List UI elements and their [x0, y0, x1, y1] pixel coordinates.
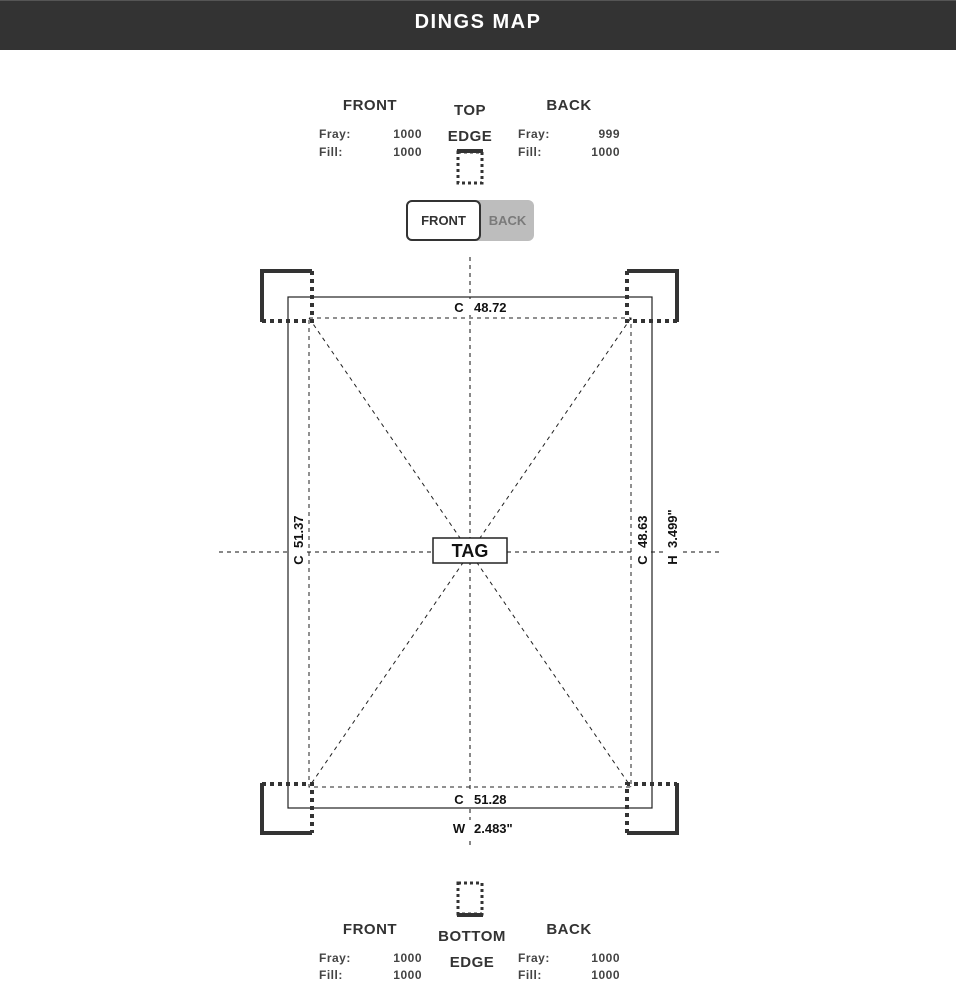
bottom-edge-label-2: EDGE [449, 954, 495, 971]
top-back-fill-value: 1000 [591, 145, 620, 159]
top-back-fray-label: Fray: [518, 127, 550, 141]
bottom-back-fray-label: Fray: [518, 951, 550, 965]
top-back-fray-value: 999 [598, 127, 620, 141]
bottom-front-fill-label: Fill: [319, 968, 343, 982]
bottom-back-fill-label: Fill: [518, 968, 542, 982]
bottom-front-fray-value: 1000 [393, 951, 422, 965]
toggle-back-button[interactable]: BACK [488, 213, 527, 228]
bottom-edge-label-1: BOTTOM [438, 928, 506, 945]
top-centering-letter: C [454, 300, 464, 315]
bottom-back-fray-value: 1000 [591, 951, 620, 965]
bottom-centering-letter: C [454, 792, 464, 807]
top-edge-label-2: EDGE [447, 128, 493, 145]
right-centering-value: 48.63 [635, 515, 650, 548]
top-front-fray-value: 1000 [393, 127, 422, 141]
bottom-front-fray-label: Fray: [319, 951, 351, 965]
width-value: 2.483" [474, 821, 513, 836]
bottom-front-label: FRONT [342, 921, 398, 938]
bottom-back-label: BACK [546, 921, 592, 938]
height-letter: H [665, 555, 680, 565]
tag-label: TAG [451, 541, 489, 561]
bottom-back-fill-value: 1000 [591, 968, 620, 982]
top-edge-label-1: TOP [453, 102, 487, 119]
top-front-fray-label: Fray: [319, 127, 351, 141]
page-title: DINGS MAP [414, 11, 542, 33]
top-back-label: BACK [546, 97, 592, 114]
top-centering-value: 48.72 [474, 300, 507, 315]
height-value: 3.499" [665, 509, 680, 548]
bottom-front-fill-value: 1000 [393, 968, 422, 982]
left-centering-value: 51.37 [291, 515, 306, 548]
top-front-fill-label: Fill: [319, 145, 343, 159]
width-letter: W [452, 821, 466, 836]
bottom-edge-icon[interactable] [455, 880, 485, 918]
top-front-fill-value: 1000 [393, 145, 422, 159]
right-centering-letter: C [635, 555, 650, 565]
toggle-front-button[interactable]: FRONT [406, 200, 481, 241]
left-centering-letter: C [291, 555, 306, 565]
top-front-label: FRONT [342, 97, 398, 114]
top-back-fill-label: Fill: [518, 145, 542, 159]
bottom-centering-value: 51.28 [474, 792, 507, 807]
